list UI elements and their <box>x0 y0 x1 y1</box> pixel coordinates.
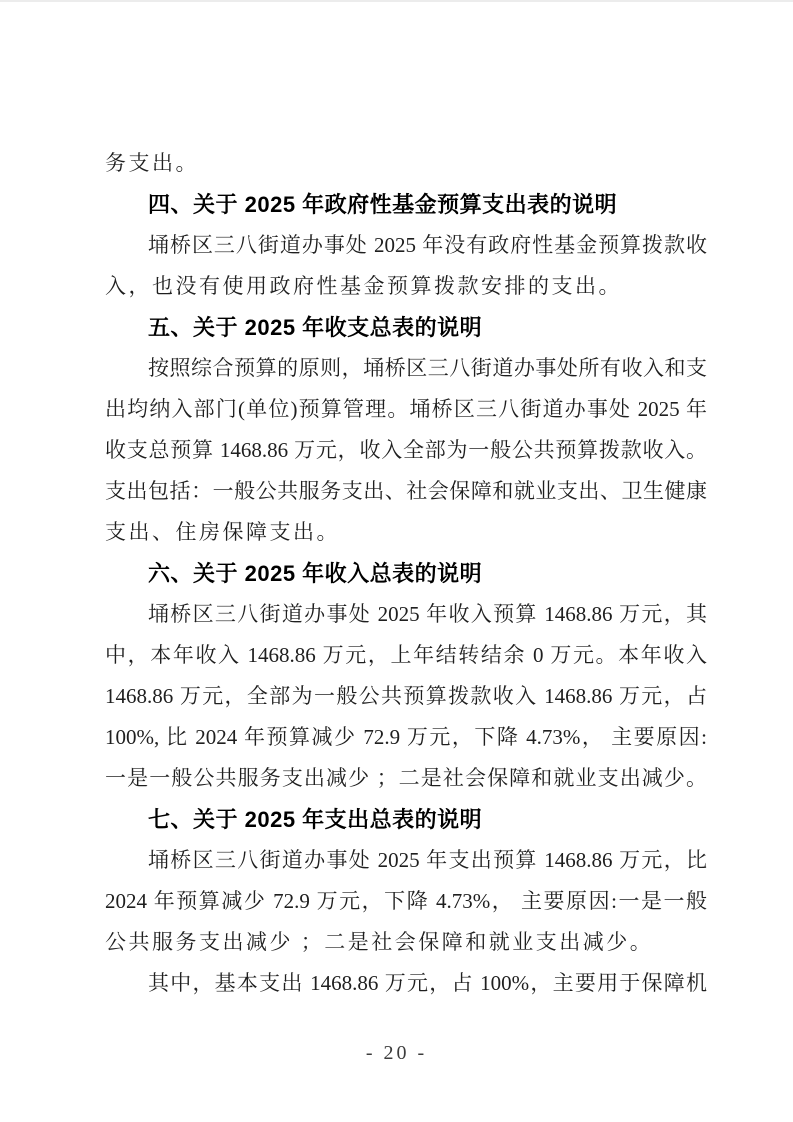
body-line: 支出、住房保障支出。 <box>105 520 340 544</box>
section-heading-4: 四、关于 2025 年政府性基金预算支出表的说明 <box>148 192 618 217</box>
section-heading-6: 六、关于 2025 年收入总表的说明 <box>148 561 483 586</box>
body-line: 中，本年收入 1468.86 万元，上年结转结余 0 万元。本年收入 <box>105 643 707 667</box>
body-line: 入，也没有使用政府性基金预算拨款安排的支出。 <box>105 274 622 298</box>
body-line: 出均纳入部门(单位)预算管理。埇桥区三八街道办事处 2025 年 <box>105 397 707 421</box>
body-line: 2024 年预算减少 72.9 万元，下降 4.73%， 主要原因:一是一般 <box>105 889 707 913</box>
section-heading-5: 五、关于 2025 年收支总表的说明 <box>148 315 483 340</box>
body-line: 1468.86 万元，全部为一般公共预算拨款收入 1468.86 万元，占 <box>105 684 707 708</box>
page-number: - 20 - <box>365 1042 428 1064</box>
body-line: 一是一般公共服务支出减少 ；二是社会保障和就业支出减少。 <box>105 766 707 790</box>
body-line: 收支总预算 1468.86 万元，收入全部为一般公共预算拨款收入。 <box>105 438 707 462</box>
page-top-edge <box>0 0 793 2</box>
body-line: 按照综合预算的原则，埇桥区三八街道办事处所有收入和支 <box>148 356 707 380</box>
body-line: 其中，基本支出 1468.86 万元，占 100%，主要用于保障机 <box>148 971 707 995</box>
document-content <box>105 143 707 1004</box>
body-line: 埇桥区三八街道办事处 2025 年支出预算 1468.86 万元，比 <box>148 848 707 872</box>
section-heading-7: 七、关于 2025 年支出总表的说明 <box>148 807 483 832</box>
body-line: 100%, 比 2024 年预算减少 72.9 万元，下降 4.73%， 主要原因: <box>105 725 707 749</box>
body-line: 支出包括：一般公共服务支出、社会保障和就业支出、卫生健康 <box>105 479 707 503</box>
body-line: 公共服务支出减少 ；二是社会保障和就业支出减少。 <box>105 930 654 954</box>
body-line: 埇桥区三八街道办事处 2025 年没有政府性基金预算拨款收 <box>148 233 707 257</box>
paragraph-continuation-line: 务支出。 <box>105 151 199 175</box>
body-line: 埇桥区三八街道办事处 2025 年收入预算 1468.86 万元，其 <box>148 602 707 626</box>
